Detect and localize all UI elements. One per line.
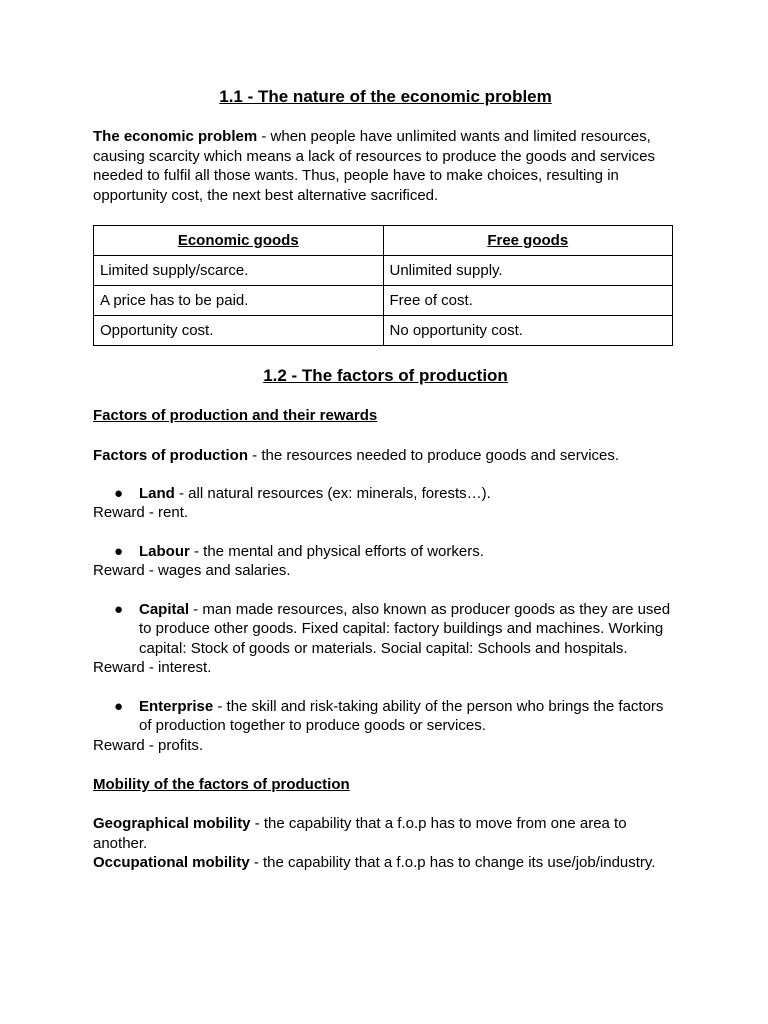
reward-line: Reward - rent. (93, 504, 189, 521)
section-1-title: 1.1 - The nature of the economic problem (219, 87, 552, 106)
reward-line: Reward - profits. (93, 736, 204, 754)
document-page (93, 0, 678, 873)
goods-comparison-table (93, 225, 673, 346)
definition-text: - the capability that a f.o.p has to move from one area to another. (93, 815, 627, 852)
table-cell: No opportunity cost. (383, 316, 673, 346)
definition-term: Factors of production (93, 446, 248, 464)
mobility-subheading: Mobility of the factors of production (93, 776, 350, 793)
definition-term: Geographical mobility (93, 815, 251, 832)
table-row (94, 316, 673, 346)
economic-problem-definition (93, 127, 678, 205)
definition-text: - when people have unlimited wants and limited resources, causing scarcity which means a lack of resources to produce the goods and services needed to fulfil all those wants. Thus, people have to make choices, resulting in opportunity cost, the next best alternative sacrificed. (93, 128, 655, 204)
bullet-icon: ● (114, 542, 124, 560)
definition-text: - the capability that a f.o.p has to change its use/job/industry. (249, 854, 656, 871)
table-header-row (94, 226, 673, 256)
reward-line: Reward - interest. (93, 659, 212, 676)
list-item (93, 600, 678, 659)
factor-term: Labour (139, 542, 190, 560)
factors-definition (93, 446, 678, 466)
factor-text: - the mental and physical efforts of workers. (189, 542, 484, 560)
factor-text: - man made resources, also known as producer goods as they are used to produce other goods. Fixed capital: factory buildings and machines. Working capital: Stock of goods or materials. Social capital: Schools and hospitals. (139, 600, 671, 657)
list-item (93, 484, 678, 504)
rewards-subheading: Factors of production and their rewards (93, 407, 378, 424)
bullet-icon: ● (114, 697, 124, 715)
table-cell: Unlimited supply. (383, 256, 673, 286)
header-free-goods: Free goods (383, 226, 673, 256)
header-economic-goods: Economic goods (94, 226, 384, 256)
factor-text: - the skill and risk-taking ability of the person who brings the factors of production together to produce goods or services. (139, 697, 664, 734)
factor-term: Land (139, 484, 175, 502)
geographical-mobility-definition (93, 814, 678, 853)
factor-term: Enterprise (139, 697, 214, 715)
table-row (94, 286, 673, 316)
table-cell: Free of cost. (383, 286, 673, 316)
table-row (94, 256, 673, 286)
bullet-icon: ● (114, 484, 124, 502)
section-2-title: 1.2 - The factors of production (263, 366, 508, 385)
factor-term: Capital (139, 600, 190, 618)
definition-text: - the resources needed to produce goods and services. (248, 446, 620, 464)
list-item (93, 697, 678, 736)
table-cell: A price has to be paid. (94, 286, 384, 316)
list-item (93, 542, 678, 562)
occupational-mobility-definition (93, 853, 678, 873)
table-cell: Opportunity cost. (94, 316, 384, 346)
reward-line: Reward - wages and salaries. (93, 562, 291, 579)
definition-term: Occupational mobility (93, 854, 250, 871)
factor-text: - all natural resources (ex: minerals, forests…). (174, 484, 491, 502)
table-cell: Limited supply/scarce. (94, 256, 384, 286)
definition-term: The economic problem (93, 128, 258, 145)
bullet-icon: ● (114, 600, 124, 618)
